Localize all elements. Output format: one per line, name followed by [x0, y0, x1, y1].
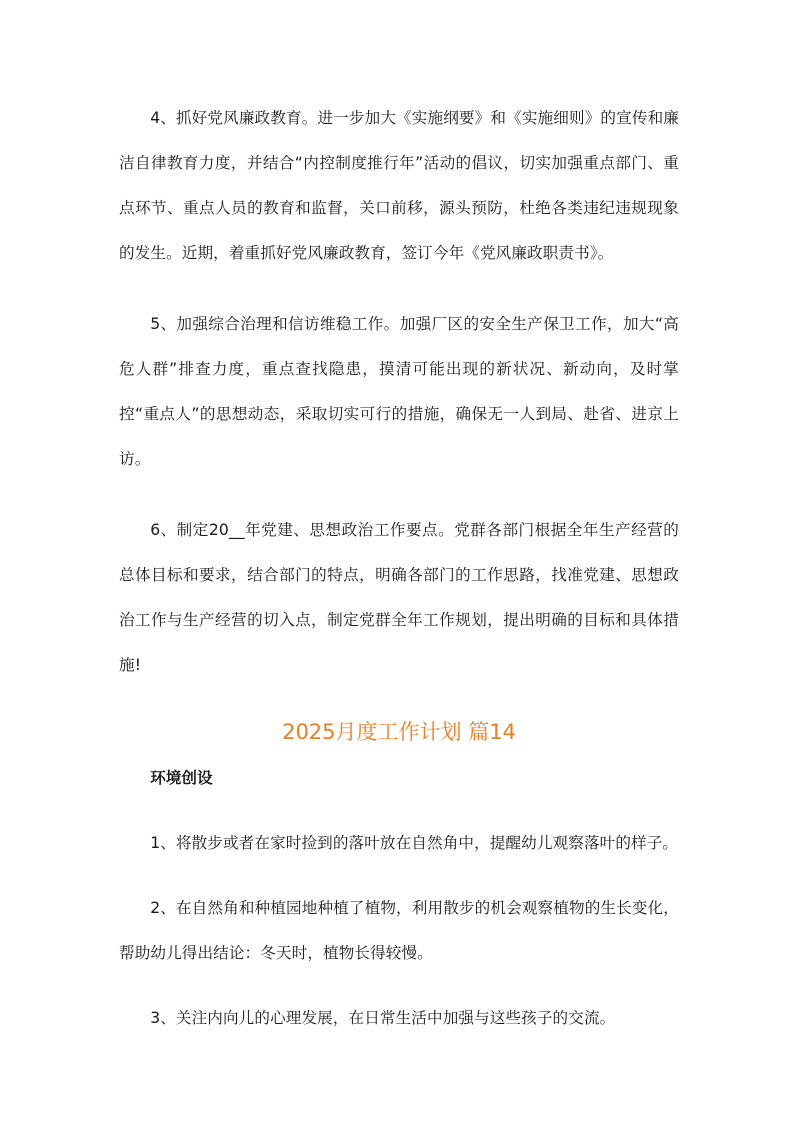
- paragraph-env-2: 2、在自然角和种植园地种植了植物，利用散步的机会观察植物的生长变化，帮助幼儿得出结论：冬天时，植物长得较慢。: [119, 899, 679, 962]
- section-subheading: 环境创设: [150, 769, 213, 787]
- paragraph-env-1: 1、将散步或者在家时捡到的落叶放在自然角中，提醒幼儿观察落叶的样子。: [150, 834, 679, 852]
- paragraph-item-5: 5、加强综合治理和信访维稳工作。加强厂区的安全生产保卫工作，加大“高危人群”排查力度，重点查找隐患，摸清可能出现的新状况、新动向，及时掌控“重点人”的思想动态，采取切实可行的措施，确保无一人到局、赴省、进京上访。: [119, 315, 679, 468]
- paragraph-item-4: 4、抓好党风廉政教育。进一步加大《实施纲要》和《实施细则》的宣传和廉洁自律教育力度，并结合“内控制度推行年”活动的倡议，切实加强重点部门、重点环节、重点人员的教育和监督，关口前移，源头预防，杜绝各类违纪违规现象的发生。近期，着重抓好党风廉政教育，签订今年《党风廉政职责书》。: [119, 109, 679, 262]
- paragraph-env-3: 3、关注内向儿的心理发展，在日常生活中加强与这些孩子的交流。: [150, 1009, 616, 1027]
- paragraph-item-6: 6、制定20__年党建、思想政治工作要点。党群各部门根据全年生产经营的总体目标和要求，结合部门的特点，明确各部门的工作思路，找准党建、思想政治工作与生产经营的切入点，制定党群全年工作规划，提出明确的目标和具体措施!: [119, 521, 679, 674]
- section-heading: 2025月度工作计划 篇14: [282, 720, 516, 744]
- document-body: [119, 96, 679, 1061]
